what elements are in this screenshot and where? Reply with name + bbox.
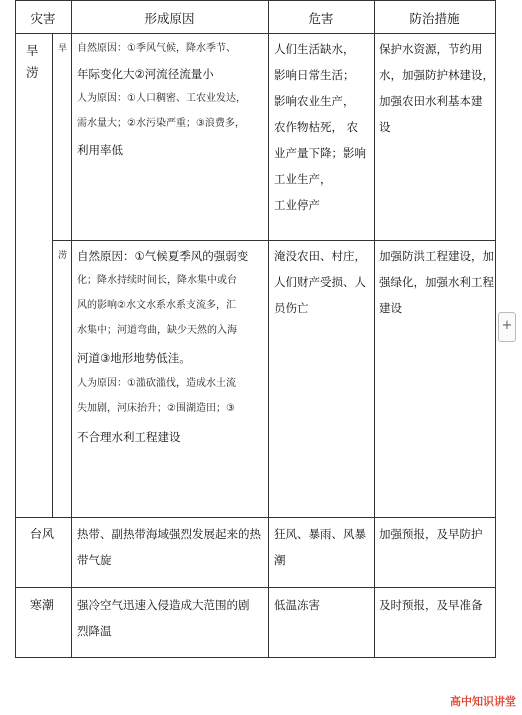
- text-line: 员伤亡: [274, 301, 309, 315]
- sub-label-flood: 涝: [58, 251, 68, 261]
- header-harm: 危害: [308, 11, 334, 26]
- text-line: 强绿化，加强水利工程: [379, 275, 494, 289]
- text-line: 建设: [379, 301, 402, 315]
- text-line: 失加剧，河床抬升；②围湖造田；③: [77, 403, 235, 414]
- cold-wave-measure-line: 及时预报，及早准备: [379, 598, 483, 612]
- text-line: 水集中；河道弯曲，缺少天然的入海: [77, 325, 237, 336]
- cold-wave-harm-line: 低温冻害: [274, 598, 320, 612]
- cold-wave-cause-line: 烈降温: [77, 624, 112, 638]
- watermark: 高中知识讲堂: [450, 695, 516, 708]
- rule: [52, 240, 496, 241]
- text-line: 影响农业生产，: [274, 94, 355, 108]
- label-flood: 涝: [26, 65, 39, 80]
- add-button[interactable]: +: [498, 312, 516, 342]
- text-line: 河道③地形地势低洼。: [77, 351, 191, 365]
- text-line: 人为原因：①人口稠密、工农业发达，: [77, 93, 246, 104]
- text-line: 人们财产受损、人: [274, 275, 366, 289]
- typhoon-harm-line: 狂风、暴雨、风暴: [274, 527, 366, 541]
- rule: [15, 587, 496, 588]
- text-line: 加强防洪工程建设，加: [379, 249, 494, 263]
- text-line: 自然原因：①气候夏季风的强弱变: [77, 249, 249, 263]
- text-line: 农作物枯死， 农: [274, 120, 359, 134]
- label-cold-wave: 寒潮: [30, 598, 55, 612]
- text-line: 工业停产: [274, 198, 320, 212]
- rule: [15, 657, 496, 658]
- text-line: 人为原因：①滥砍滥伐，造成水土流: [77, 378, 236, 389]
- rule: [374, 0, 375, 658]
- rule: [15, 0, 496, 1]
- rule: [15, 517, 496, 518]
- text-line: 自然原因：①季风气候，降水季节、: [77, 43, 236, 54]
- rule: [71, 0, 72, 658]
- text-line: 需水量大；②水污染严重；③浪费多，: [77, 118, 245, 129]
- typhoon-cause-line: 热带、副热带海域强烈发展起来的热: [77, 527, 261, 541]
- text-line: 化；降水持续时间长，降水集中或台: [77, 275, 237, 286]
- label-typhoon: 台风: [30, 527, 55, 541]
- header-measures: 防治措施: [409, 11, 460, 26]
- text-line: 工业生产，: [274, 172, 332, 186]
- text-line: 水，加强防护林建设，: [379, 68, 494, 82]
- typhoon-harm-line: 潮: [274, 553, 286, 567]
- cold-wave-cause-line: 强冷空气迅速入侵造成大范围的剧: [77, 598, 250, 612]
- sub-label-drought: 旱: [58, 44, 68, 54]
- rule: [268, 0, 269, 658]
- text-line: 设: [379, 120, 391, 134]
- text-line: 业产量下降；影响: [274, 146, 366, 160]
- header-cause: 形成原因: [144, 11, 195, 26]
- text-line: 淹没农田、村庄，: [274, 249, 366, 263]
- rule: [15, 0, 16, 658]
- text-line: 保护水资源，节约用: [379, 42, 483, 56]
- rule: [495, 0, 496, 658]
- text-line: 不合理水利工程建设: [77, 430, 181, 444]
- text-line: 加强农田水利基本建: [379, 94, 483, 108]
- rule: [52, 33, 53, 518]
- label-drought: 旱: [26, 43, 39, 58]
- rule: [15, 33, 496, 34]
- text-line: 风的影响②水文水系水系支流多，汇: [77, 300, 236, 311]
- text-line: 影响日常生活；: [274, 68, 355, 82]
- header-disaster: 灾害: [30, 11, 56, 26]
- typhoon-cause-line: 带气旋: [77, 553, 112, 567]
- typhoon-measure-line: 加强预报，及早防护: [379, 527, 483, 541]
- text-line: 利用率低: [77, 143, 123, 157]
- text-line: 人们生活缺水，: [274, 42, 355, 56]
- text-line: 年际变化大②河流径流量小: [77, 67, 214, 81]
